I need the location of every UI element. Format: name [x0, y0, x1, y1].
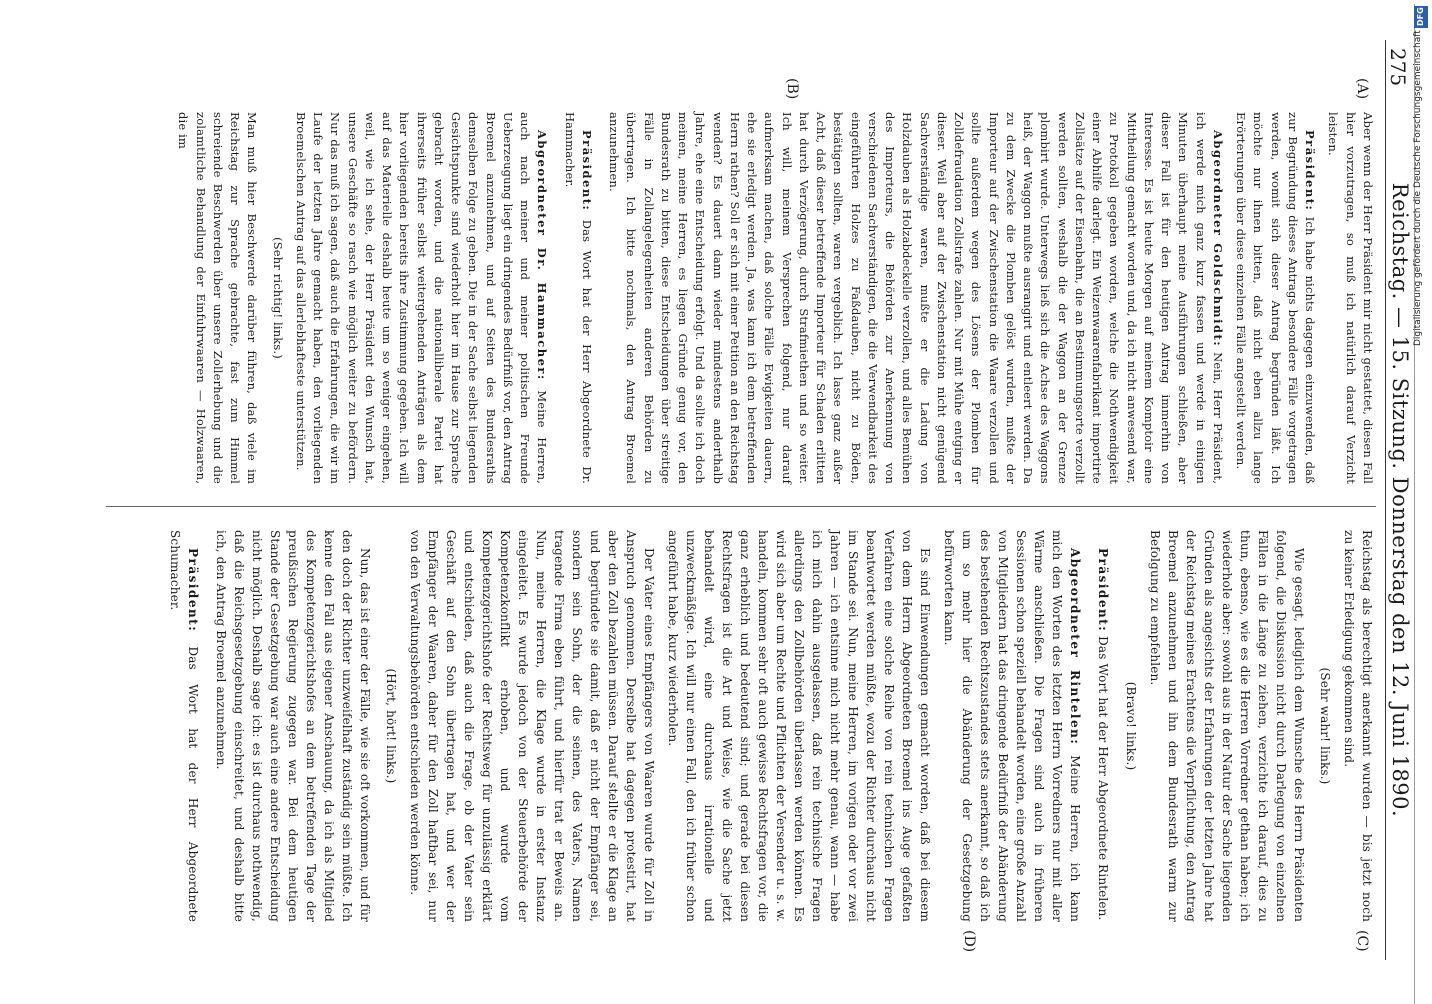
right-column-paragraph	[406, 530, 658, 922]
page-title: Reichstag. — 15. Sitzung. Donnerstag den 12. Juni 1890.	[1388, 182, 1412, 818]
right-column-paragraph	[1094, 530, 1112, 922]
paragraph-text: Das Wort hat der Herr Abgeordnete Rintelen.	[1096, 636, 1110, 921]
speaker-name: Präsident:	[580, 130, 594, 212]
speaker-name: Präsident:	[1096, 548, 1110, 633]
paragraph-text: Wie gesagt, lediglich dem Wunsche des Herrn Präsidenten folgend, die Diskussion nicht durch Darlegung von einzelnen Fällen in die Länge zu ziehen, verzichte ich darauf, dies zu thun, ebenso, wie es die Herren Vorredner gethan haben; ich wiederhole aber: sowohl aus in der Natur der Sache liegenden Gründen als angesichts der Erfahrungen der letzten Jahre hat der Reichstag meines Erachtens die Verpflichtung, den Antrag Broemel anzunehmen und ihn dem Bundesrath warm zur Befolgung zu empfehlen.	[1148, 530, 1306, 922]
right-column	[160, 530, 1376, 922]
dfg-logo: DFG	[1414, 6, 1428, 28]
speaker-name: Abgeordneter Dr. Hammacher:	[535, 130, 550, 381]
column-divider	[106, 506, 1376, 507]
paragraph-text: Aber wenn der Herr Präsident mir nicht gestattet, diesen Fall hier vorzutragen, so muß ich natürlich darauf Verzicht leisten.	[1326, 112, 1375, 484]
paragraph-text: Reichstag als berechtigt anerkannt wurden — bis jetzt noch zu keiner Erledigung gekommen sind.	[1342, 530, 1374, 922]
right-column-paragraph	[1340, 530, 1376, 922]
credit-text: Digitalisierung gefördert durch die Deutsche Forschungsgemeinschaft	[1413, 30, 1423, 346]
paragraph-text: Es sind Einwendungen gemacht worden, daß bei diesem von dem Herrn Abgeordneten Broemel ins Auge gefaßten Verfahren eine solche Reihe von rein technischen Fragen beantwortet werden müßte, wozu der Richter durchaus nicht im Stande sei. Nun, meine Herren, im vorigen oder vor zwei Jahren — ich entsinne mich nicht mehr genau, wann — habe ich mich dahin ausgelassen, daß rein technische Fragen allerdings den Zollbehörden überlassen werden können. Es wird sich aber um Rechte und Pflichten der Versender u. s. w. handeln, kommen sehr oft auch gewisse Rechtsfragen vor, die ganz erheblich und bedeutend sind; und gerade bei diesen Rechtsfragen ist die Art und Weise, wie die Sache jetzt behandelt wird, eine durchaus irrationelle und unzweckmäßige. Ich will nur einen Fall, den ich früher schon angeführt habe, kurz wiederholen.	[666, 530, 932, 922]
left-column	[168, 112, 1376, 484]
paragraph-text: (Hört, hört! links.)	[384, 668, 398, 784]
paragraph-text: Man muß hier Beschwerde darüber führen, daß viele im Reichstag zur Sprache gebrachte, fast zum Himmel schreiende Beschwerden über unsere Zollerhebung und die zolamtliche Behandlung der Einfuhrwaaren — Holzwaaren, die im	[176, 112, 260, 484]
page-number: 275	[1386, 48, 1410, 87]
speaker-name: Abgeordneter Rintelen:	[1068, 548, 1082, 746]
speaker-name: Präsident:	[1303, 130, 1318, 212]
paragraph-text: Meine Herren, ich kann mich den Worten des letzten Herrn Vorredners nur mit aller Wärme anschließen. Die Fragen sind auch in früheren Sessionen schon speziell behandelt worden, eine große Anzahl von Mitgliedern hat das dringende Bedürfniß der Abänderung des bestehenden Rechtszustandes stets anerkannt, so daß ich um so mehr hier die Abänderung der Gesetzgebung befürworten kann.	[942, 530, 1082, 923]
left-column-paragraph	[605, 112, 1226, 484]
paragraph-text: Ich habe nichts dagegen einzuwenden, daß zur Begründung dieses Antrags besondere Fälle vorgetragen werden, womit sich dieser Antrag begründen läßt. Ich möchte nur ihnen bitten, daß nicht eben allzu lange Erörterungen über diese einzelnen Fälle angestellt werden.	[1234, 112, 1318, 484]
right-column-paragraph	[940, 530, 1084, 922]
right-column-paragraph	[166, 530, 202, 922]
header-rule	[1385, 40, 1386, 960]
speaker-name: Abgeordneter Goldschmidt:	[1211, 130, 1225, 348]
margin-mark-c: (C)	[1354, 930, 1370, 952]
right-column-paragraph	[664, 530, 934, 922]
paragraph-text: Der Vater eines Empfängers von Waaren wurde für Zoll in Anspruch genommen. Derselbe hat dagegen protestirt, hat aber den Zoll bezahlen müssen. Darauf stellte er die Klage an und begründete sie damit, daß er nicht der Empfänger sei, sondern sein Sohn, der die seinen, des Vaters, Namen tragende Firma eben führt, und hierfür trat er Beweis an. Nun, meine Herren, die Klage wurde in erster Instanz eingeleitet. Es wurde jedoch von der Steuerbehörde der Kompetenzkonflikt erhoben, und wurde vom Kompetenzgerichtshofe der Rechtsweg für unzulässig erklärt und entschieden, daß auch die Frage, ob der Vater sein Geschäft auf den Sohn übertragen hat, und wer der Empfänger der Waaren, daher für den Zoll haftbar sei, nur von den Verwaltungsbehörden entschieden werden könne.	[408, 530, 656, 922]
paragraph-text: (Sehr wahr! links.)	[1318, 667, 1332, 785]
left-column-paragraph	[174, 112, 260, 484]
margin-mark-d: (D)	[961, 930, 977, 953]
right-column-paragraph	[1122, 530, 1140, 922]
right-column-paragraph	[212, 530, 374, 922]
paragraph-text: Das Wort hat der Herr Abgeordnete Schumacher.	[168, 530, 200, 922]
paragraph-text: Das Wort hat der Herr Abgeordnete Dr. Hammacher.	[562, 112, 594, 484]
right-column-paragraph	[1316, 530, 1334, 922]
paragraph-text: (Bravo! links.)	[1124, 681, 1138, 771]
left-column-paragraph	[1324, 112, 1376, 484]
speaker-name: Präsident:	[186, 548, 200, 633]
paragraph-text: Nein, Herr Präsident, ich werde mich ganz kurz fassen und werde in einigen Minuten überhaupt meine Ausführungen schließen, aber dieser Fall ist für den heutigen Antrag immerhin von Interesse. Es ist heute Morgen auf meinem Komptoir eine Mittheilung gemacht worden und, da ich nicht anwesend war, zu Protokoll gegeben worden, welche die Nothwendigkeit einer Abhilfe darlegt. Ein Weizenwaarenfabrikant importirte Zollsätze auf der Eisenbahn, die an Bestimmungsorte verzollt werden sollten, weshalb die der Waggon an der Grenze plombirt wurde. Unterwegs ließ sich die Achse des Waggons heiß, der Waggon mußte ausrangirt und entleert werden. Da zu dem Zwecke die Plomben gelöst wurden, mußte der Importeur auf der Zwischenstation die Waare verzollen und sollte außerdem wegen des Lösens der Plomben für Zolldefraudation Zollstrafe zahlen. Nur mit Mühe entging er dieser. Weil aber auf der Zwischenstation nicht genügend Sachverständige waren, mußte er die Ladung von Holzdauben als Holzabdeckelle verzollen, und alles Bemühen des Importeurs, die Behörden zur Anerkennung von verschiedenen Sachverständigen, die die Verwendbarkeit des eingeführten Holzes zu Faßdauben, nicht zu Böden, bestätigen sollten, waren vergeblich. Ich lasse ganz außer Acht, daß dieser betreffende Importeur für Schaden erlitten hat durch Verzögerung, durch Strafmiethen und so weiter. Ich will, meinem Versprechen folgend, nur darauf aufmerksam machen, daß solche Fälle Ewigkeiten dauern, ehe sie erledigt werden. Ja, was kann ich dem betreffenden Herrn rathen? Soll er sich mit einer Petition an den Reichstag wenden? Es dauert dann wieder mindestens anderthalb Jahre, ehe eine Entscheidung erfolgt. Und da sollte ich doch meinen, meine Herren, es liegen Gründe genug vor, den Bundesrath zu bitten, diese Entscheidungen über streitige Fälle in Zollangelegenheiten anderen Behörden zu übertragen. Ich bitte nochmals, den Antrag Broemel anzunehmen.	[607, 112, 1225, 485]
left-column-paragraph	[269, 112, 286, 484]
margin-mark-b: (B)	[784, 78, 800, 100]
margin-mark-a: (A)	[1354, 78, 1370, 100]
paragraph-text: Meine Herren, auch nach meiner und meiner politischen Freunde Ueberzeugung liegt ein dringendes Bedürfniß vor, den Antrag Broemel anzunehmen, und auf Seiten des Bundesraths demselben Folge zu geben. Die in der Sache selbst liegenden Gesichtspunkte sind wiederholt hier im Hause zur Sprache gebracht worden, und die nationalliberale Partei hat ihrerseits früher selbst weitergehenden Anträgen als dem hier vorliegenden bereits ihre Zustimmung gegeben. Ich will auf das Materielle deshalb heute um so weniger eingehen, weil, wie ich sehe, der Herr Präsident den Wunsch hat, unsere Geschäfte so rasch wie möglich weiter zu befördern. Nur das muß ich sagen, daß auch die Erfahrungen, die wir im Laufe der letzten Jahre gemacht haben, den vorliegenden Broemelschen Antrag auf das allerlebhafteste unterstützen.	[294, 112, 550, 484]
paragraph-text: (Sehr richtig! links.)	[270, 237, 285, 359]
left-column-paragraph	[1232, 112, 1318, 484]
paragraph-text: Nun, das ist einer der Fälle, wie sie oft vorkommen, und für den doch der Richter unzweifelhaft zuständig sein müßte. Ich kenne den Fall aus eigener Anschauung, da ich als Mitglied des Kompetenzgerichtshofes an dem betreffenden Tage der preußischen Regierung zugegen war. Bei dem heutigen Stande der Gesetzgebung war auch eine andere Entscheidung nicht möglich. Deshalb sage ich: es ist durchaus nothwendig, daß die Reichsgesetzgebung einschreitet, und deshalb bitte ich, den Antrag Broemel anzunehmen.	[214, 530, 372, 922]
right-column-paragraph	[382, 530, 400, 922]
right-column-paragraph	[1146, 530, 1308, 922]
left-column-paragraph	[292, 112, 551, 484]
left-column-paragraph	[561, 112, 596, 484]
credit-strip	[1412, 0, 1432, 1000]
page-header	[1374, 0, 1414, 1000]
